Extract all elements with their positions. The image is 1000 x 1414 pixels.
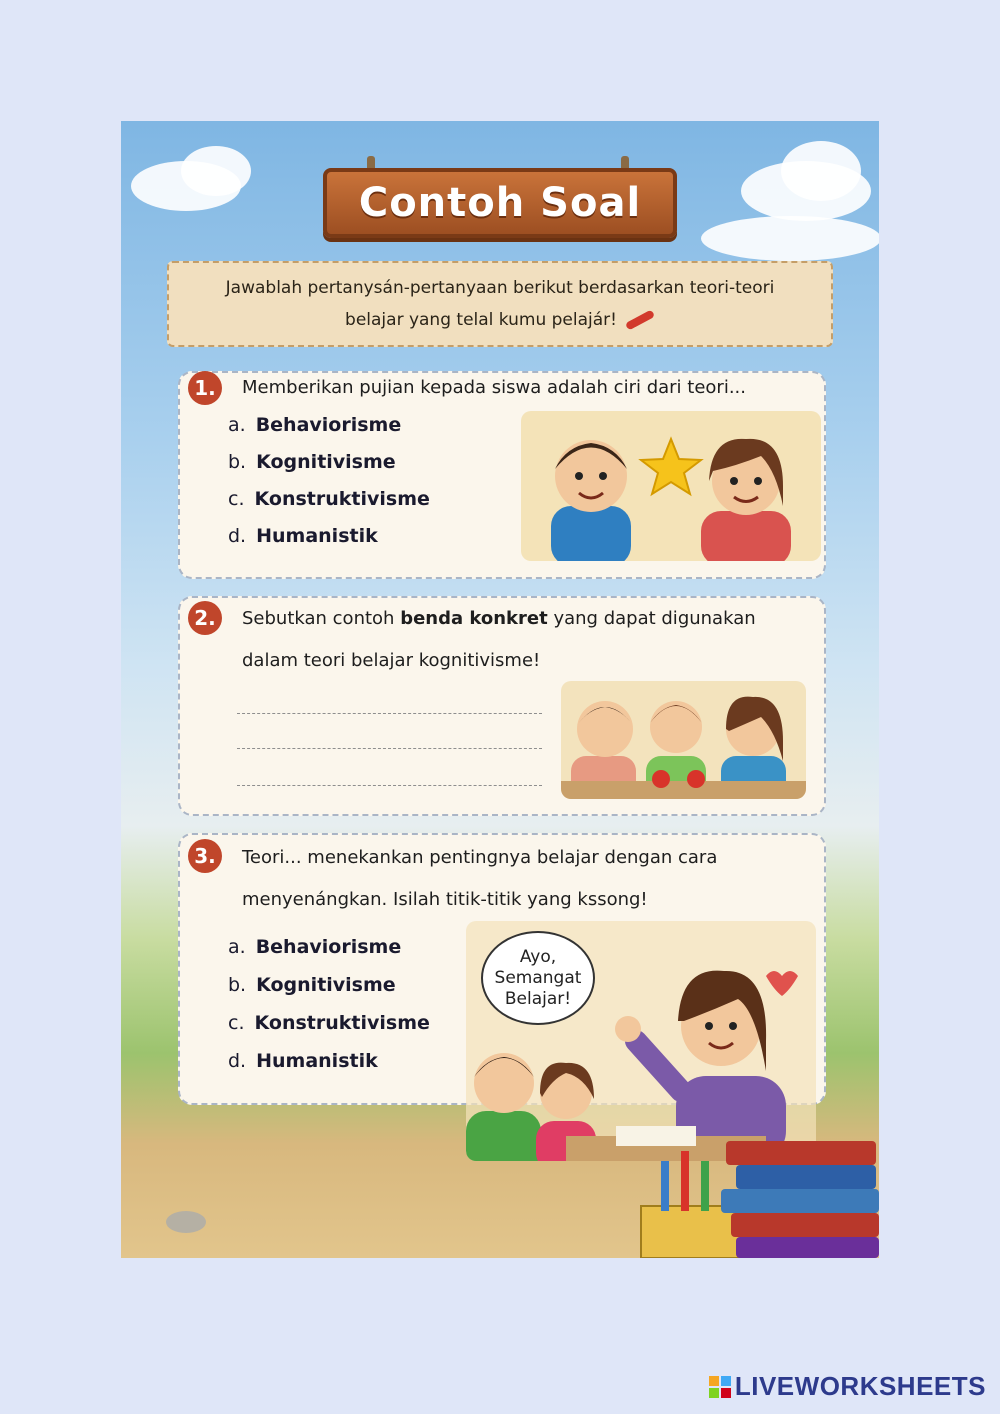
children-group-image <box>561 681 806 799</box>
bubble-line-3: Belajar! <box>504 988 572 1009</box>
cloud <box>781 141 861 201</box>
question-1-option-b[interactable]: b. Kognitivisme <box>228 451 396 473</box>
question-3-option-a[interactable]: a. Behaviorisme <box>228 936 402 958</box>
children-praise-image <box>521 411 821 561</box>
question-1-option-c[interactable]: c. Konstruktivisme <box>228 488 430 510</box>
page-title: Contoh Soal <box>358 180 642 226</box>
question-1-option-a[interactable]: a. Behaviorisme <box>228 414 402 436</box>
question-3-option-c[interactable]: c. Konstruktivisme <box>228 1012 430 1034</box>
instruction-line-1: Jawablah pertanysán-pertanyaan berikut berdasarkan teori-teori <box>225 278 775 298</box>
question-3-option-b[interactable]: b. Kognitivisme <box>228 974 396 996</box>
bubble-line-1: Ayo, <box>519 946 557 967</box>
question-1-option-d[interactable]: d. Humanistik <box>228 525 378 547</box>
worksheet-poster <box>121 121 879 1258</box>
answer-line-1[interactable] <box>237 713 542 714</box>
question-2-text-line-2: dalam teori belajar kognitivisme! <box>242 650 541 671</box>
question-1-text: Memberikan pujian kepada siswa adalah ciri dari teori... <box>242 377 746 398</box>
liveworksheets-icon <box>709 1376 731 1398</box>
cloud <box>181 146 251 196</box>
instruction-box <box>167 261 833 347</box>
cloud <box>701 216 879 261</box>
question-2-text: Sebutkan contoh benda konkret yang dapat digunakan <box>242 608 756 629</box>
title-sign <box>323 168 677 238</box>
rock <box>166 1211 206 1233</box>
question-3-text-line-1: Teori... menekankan pentingnya belajar dengan cara <box>242 847 718 868</box>
question-3-number: 3. <box>188 839 222 873</box>
liveworksheets-text: LIVEWORKSHEETS <box>734 1371 986 1401</box>
instruction-line-2: belajar yang telal kumu pelajár! <box>345 310 617 330</box>
instruction-text <box>200 272 800 336</box>
answer-line-3[interactable] <box>237 785 542 786</box>
question-2-emphasis: benda konkret <box>400 608 548 629</box>
question-2-number: 2. <box>188 601 222 635</box>
pencil-icon <box>625 309 655 330</box>
question-3-option-d[interactable]: d. Humanistik <box>228 1050 378 1072</box>
question-3-text-line-2: menyenángkan. Isilah titik-titik yang kssong! <box>242 889 648 910</box>
praise-illustration <box>521 411 821 561</box>
answer-line-2[interactable] <box>237 748 542 749</box>
liveworksheets-logo[interactable] <box>709 1371 986 1402</box>
question-1-number: 1. <box>188 371 222 405</box>
group-study-illustration <box>561 681 806 799</box>
books-pencils-image <box>636 1131 879 1258</box>
bubble-line-2: Semangat <box>494 967 582 988</box>
speech-bubble <box>481 931 595 1025</box>
